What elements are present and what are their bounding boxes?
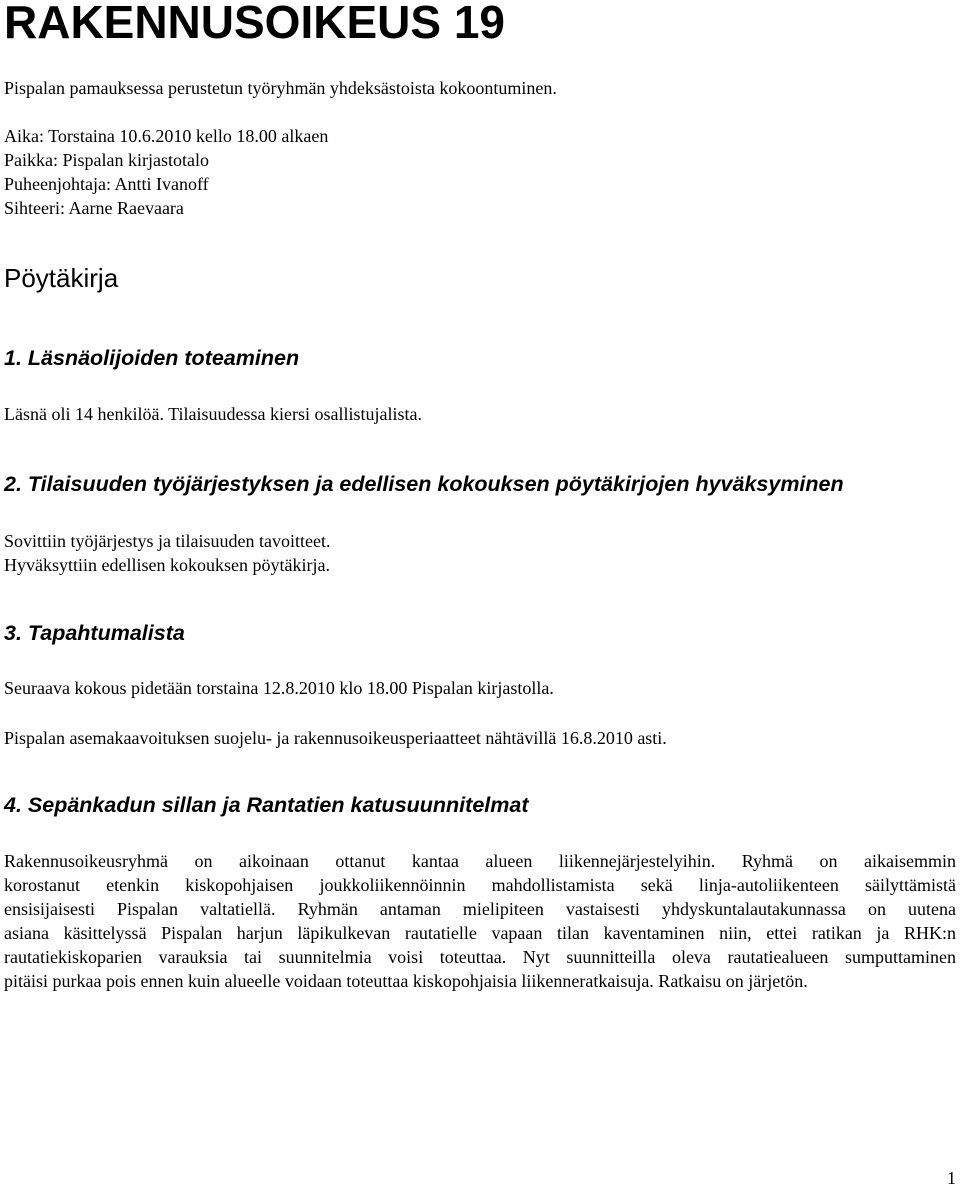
meeting-secretary: Sihteeri: Aarne Raevaara xyxy=(4,198,184,218)
section-heading-4: 4. Sepänkadun sillan ja Rantatien katusuunnitelmat xyxy=(4,793,529,817)
section-body-1 xyxy=(4,402,956,426)
section-body-2 xyxy=(4,529,956,577)
section-line: pitäisi purkaa pois ennen kuin alueelle voidaan toteuttaa kiskopohjaisia liikenneratkaisuja. Ratkaisu on järjetön. xyxy=(4,971,808,991)
section-heading-1: 1. Läsnäolijoiden toteaminen xyxy=(4,346,300,370)
page-number: 1 xyxy=(947,1168,956,1188)
section-body-4 xyxy=(4,849,956,993)
section-line: Läsnä oli 14 henkilöä. Tilaisuudessa kiersi osallistujalista. xyxy=(4,404,422,424)
section-line: rautatiekiskoparien varauksia tai suunnitelmia voisi toteuttaa. Nyt suunnitteilla oleva rautatiealueen sumputtaminen xyxy=(4,947,956,967)
document-subtitle: Pispalan pamauksessa perustetun työryhmän yhdeksästoista kokoontuminen. xyxy=(4,78,557,98)
document-title: RAKENNUSOIKEUS 19 xyxy=(4,0,505,48)
meeting-time: Aika: Torstaina 10.6.2010 kello 18.00 alkaen xyxy=(4,126,329,146)
meeting-info xyxy=(4,124,328,220)
section-body-3b xyxy=(4,726,956,750)
section-line: asiana käsittelyssä Pispalan harjun läpikulkevan rautatielle vapaan tilan kaventaminen niin, ettei ratikan ja RHK:n xyxy=(4,923,956,943)
minutes-heading: Pöytäkirja xyxy=(4,263,119,293)
section-line: ensisijaisesti Pispalan valtatiellä. Ryhmän antaman mielipiteen vastaisesti yhdyskuntalautakunnassa on uutena xyxy=(4,899,956,919)
section-line: korostanut etenkin kiskopohjaisen joukkoliikennöinnin mahdollistamista sekä linja-autoliikenteen säilyttämistä xyxy=(4,875,956,895)
section-heading-3: 3. Tapahtumalista xyxy=(4,621,185,645)
section-line: Pispalan asemakaavoituksen suojelu- ja rakennusoikeusperiaatteet nähtävillä 16.8.2010 asti. xyxy=(4,728,667,748)
meeting-chair: Puheenjohtaja: Antti Ivanoff xyxy=(4,174,209,194)
section-heading-2: 2. Tilaisuuden työjärjestyksen ja edellisen kokouksen pöytäkirjojen hyväksyminen xyxy=(4,472,844,496)
section-line: Hyväksyttiin edellisen kokouksen pöytäkirja. xyxy=(4,555,330,575)
section-line: Rakennusoikeusryhmä on aikoinaan ottanut kantaa alueen liikennejärjestelyihin. Ryhmä on aikaisemmin xyxy=(4,851,956,871)
section-body-3a xyxy=(4,676,956,700)
meeting-place: Paikka: Pispalan kirjastotalo xyxy=(4,150,209,170)
section-line: Seuraava kokous pidetään torstaina 12.8.2010 klo 18.00 Pispalan kirjastolla. xyxy=(4,678,554,698)
section-line: Sovittiin työjärjestys ja tilaisuuden tavoitteet. xyxy=(4,531,331,551)
